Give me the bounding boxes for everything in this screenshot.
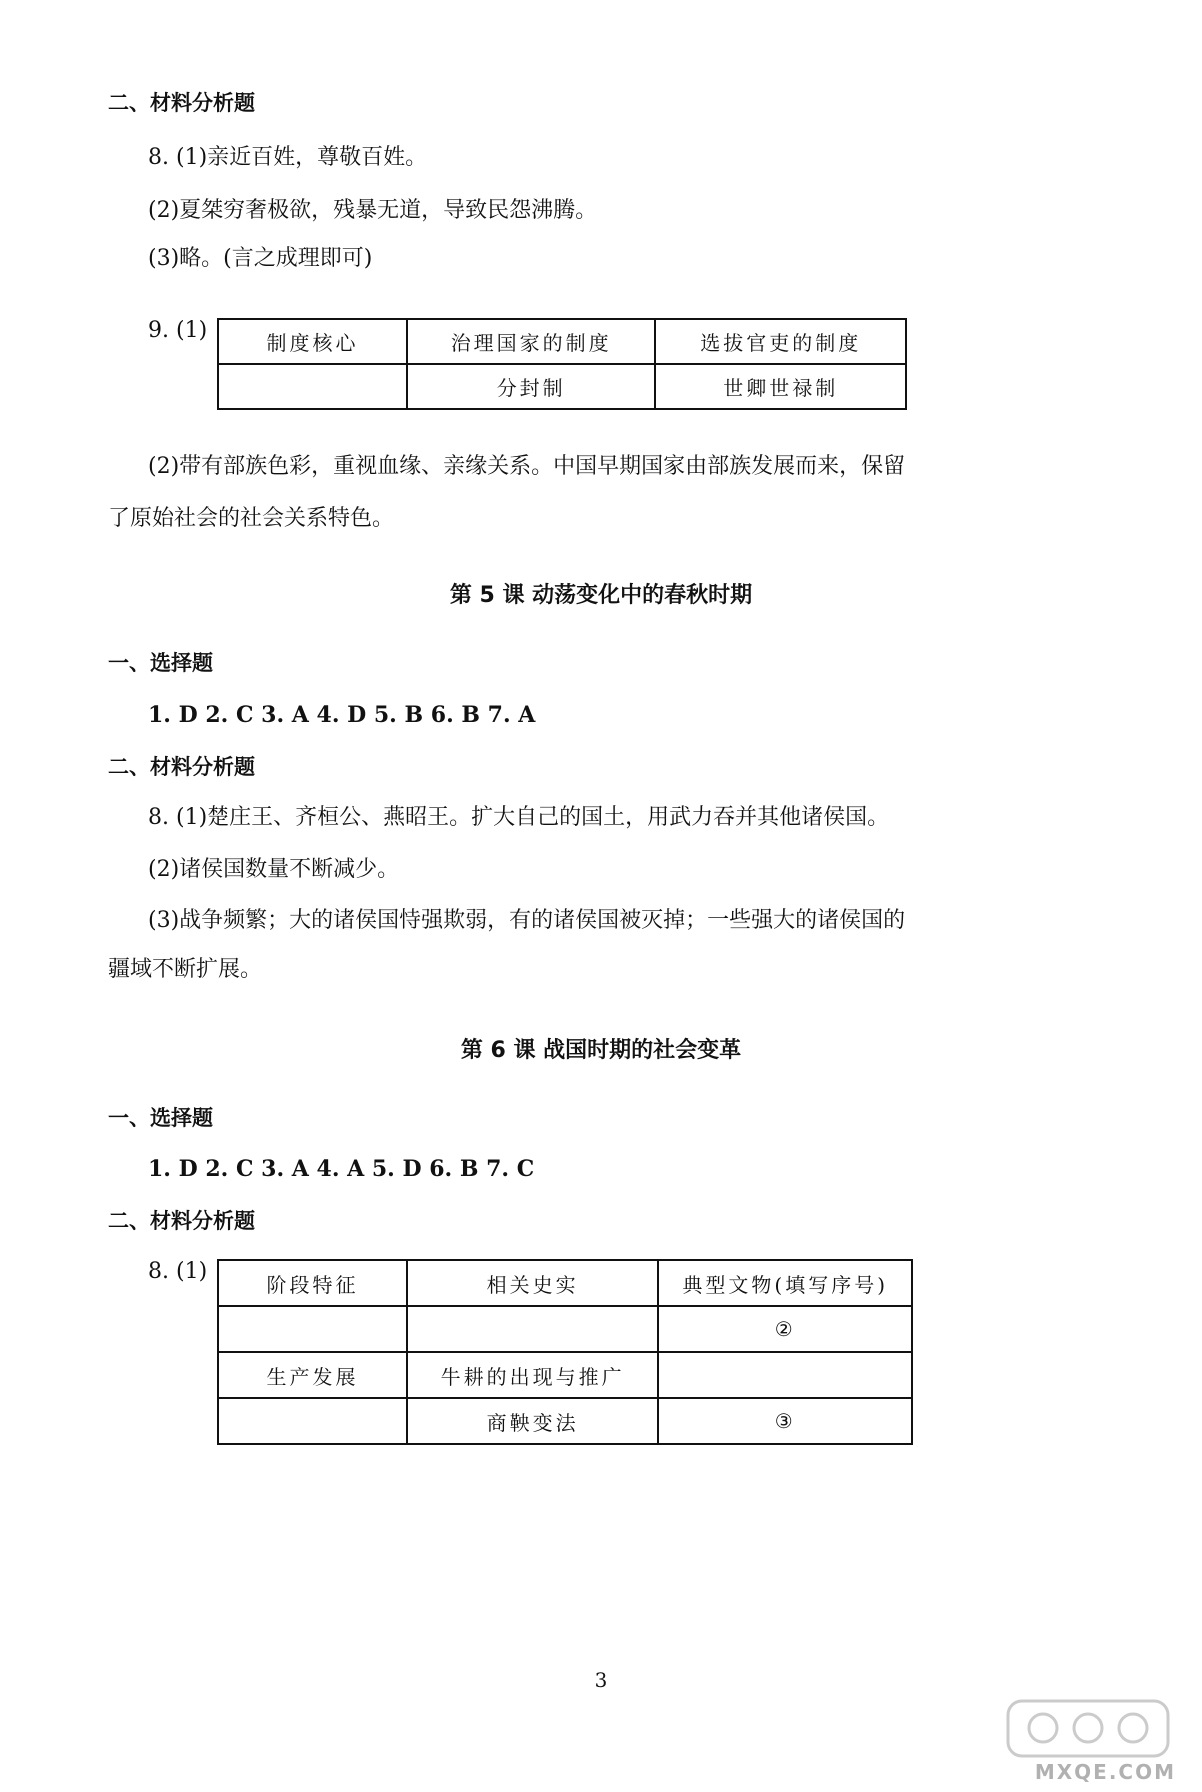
answer-8-1: 8. (1)楚庄王、齐桓公、燕昭王。扩大自己的国土，用武力吞并其他诸侯国。 bbox=[148, 805, 890, 830]
table-cell: ② bbox=[658, 1306, 912, 1352]
lesson-5-title: 第 5 课 动荡变化中的春秋时期 bbox=[449, 583, 753, 608]
choice-answers: 1. D 2. C 3. A 4. D 5. B 6. B 7. A bbox=[148, 702, 536, 728]
answer-8-1: 8. (1)亲近百姓，尊敬百姓。 bbox=[148, 145, 428, 170]
answer-9-2: (2)带有部族色彩，重视血缘、亲缘关系。中国早期国家由部族发展而来，保留 bbox=[148, 454, 906, 479]
table-cell bbox=[218, 364, 407, 409]
answer-8-3: (3)战争频繁；大的诸侯国恃强欺弱，有的诸侯国被灭掉；一些强大的诸侯国的 bbox=[148, 908, 906, 933]
table-cell: 商鞅变法 bbox=[407, 1398, 659, 1444]
table-cell: 牛耕的出现与推广 bbox=[407, 1352, 659, 1398]
choice-heading: 一、选择题 bbox=[108, 651, 213, 675]
choice-answers: 1. D 2. C 3. A 4. A 5. D 6. B 7. C bbox=[148, 1156, 535, 1182]
material-heading: 二、材料分析题 bbox=[108, 1209, 255, 1233]
answer-8-2: (2)诸侯国数量不断减少。 bbox=[148, 857, 400, 882]
table-header-cell: 治理国家的制度 bbox=[407, 319, 656, 364]
answer-8-3: (3)略。(言之成理即可) bbox=[148, 246, 373, 271]
table-cell bbox=[407, 1306, 659, 1352]
material-heading: 二、材料分析题 bbox=[108, 755, 255, 779]
question-9-label: 9. (1) bbox=[148, 318, 208, 343]
page-number: 3 bbox=[594, 1668, 608, 1692]
table-header-cell: 阶段特征 bbox=[218, 1260, 407, 1306]
answer-8-3-cont: 疆域不断扩展。 bbox=[108, 957, 263, 982]
lesson-6-title: 第 6 课 战国时期的社会变革 bbox=[460, 1038, 742, 1063]
table-header-cell: 相关史实 bbox=[407, 1260, 659, 1306]
watermark-text: MXQE.COM bbox=[1034, 1760, 1176, 1784]
table-header-cell: 选拔官吏的制度 bbox=[655, 319, 906, 364]
table-cell: 生产发展 bbox=[218, 1352, 407, 1398]
section-heading: 二、材料分析题 bbox=[108, 91, 255, 115]
choice-heading: 一、选择题 bbox=[108, 1106, 213, 1130]
question-8-label: 8. (1) bbox=[148, 1259, 208, 1284]
answer-9-2-cont: 了原始社会的社会关系特色。 bbox=[108, 506, 395, 531]
table-cell: 世卿世禄制 bbox=[655, 364, 906, 409]
table-cell bbox=[658, 1352, 912, 1398]
table-cell bbox=[218, 1306, 407, 1352]
table-cell bbox=[218, 1398, 407, 1444]
table-cell: 分封制 bbox=[407, 364, 656, 409]
table-header-cell: 典型文物(填写序号) bbox=[658, 1260, 912, 1306]
table-cell: ③ bbox=[658, 1398, 912, 1444]
reform-table bbox=[217, 1259, 913, 1445]
table-header-cell: 制度核心 bbox=[218, 319, 407, 364]
answer-8-2: (2)夏桀穷奢极欲，残暴无道，导致民怨沸腾。 bbox=[148, 198, 598, 223]
system-table bbox=[217, 318, 907, 410]
